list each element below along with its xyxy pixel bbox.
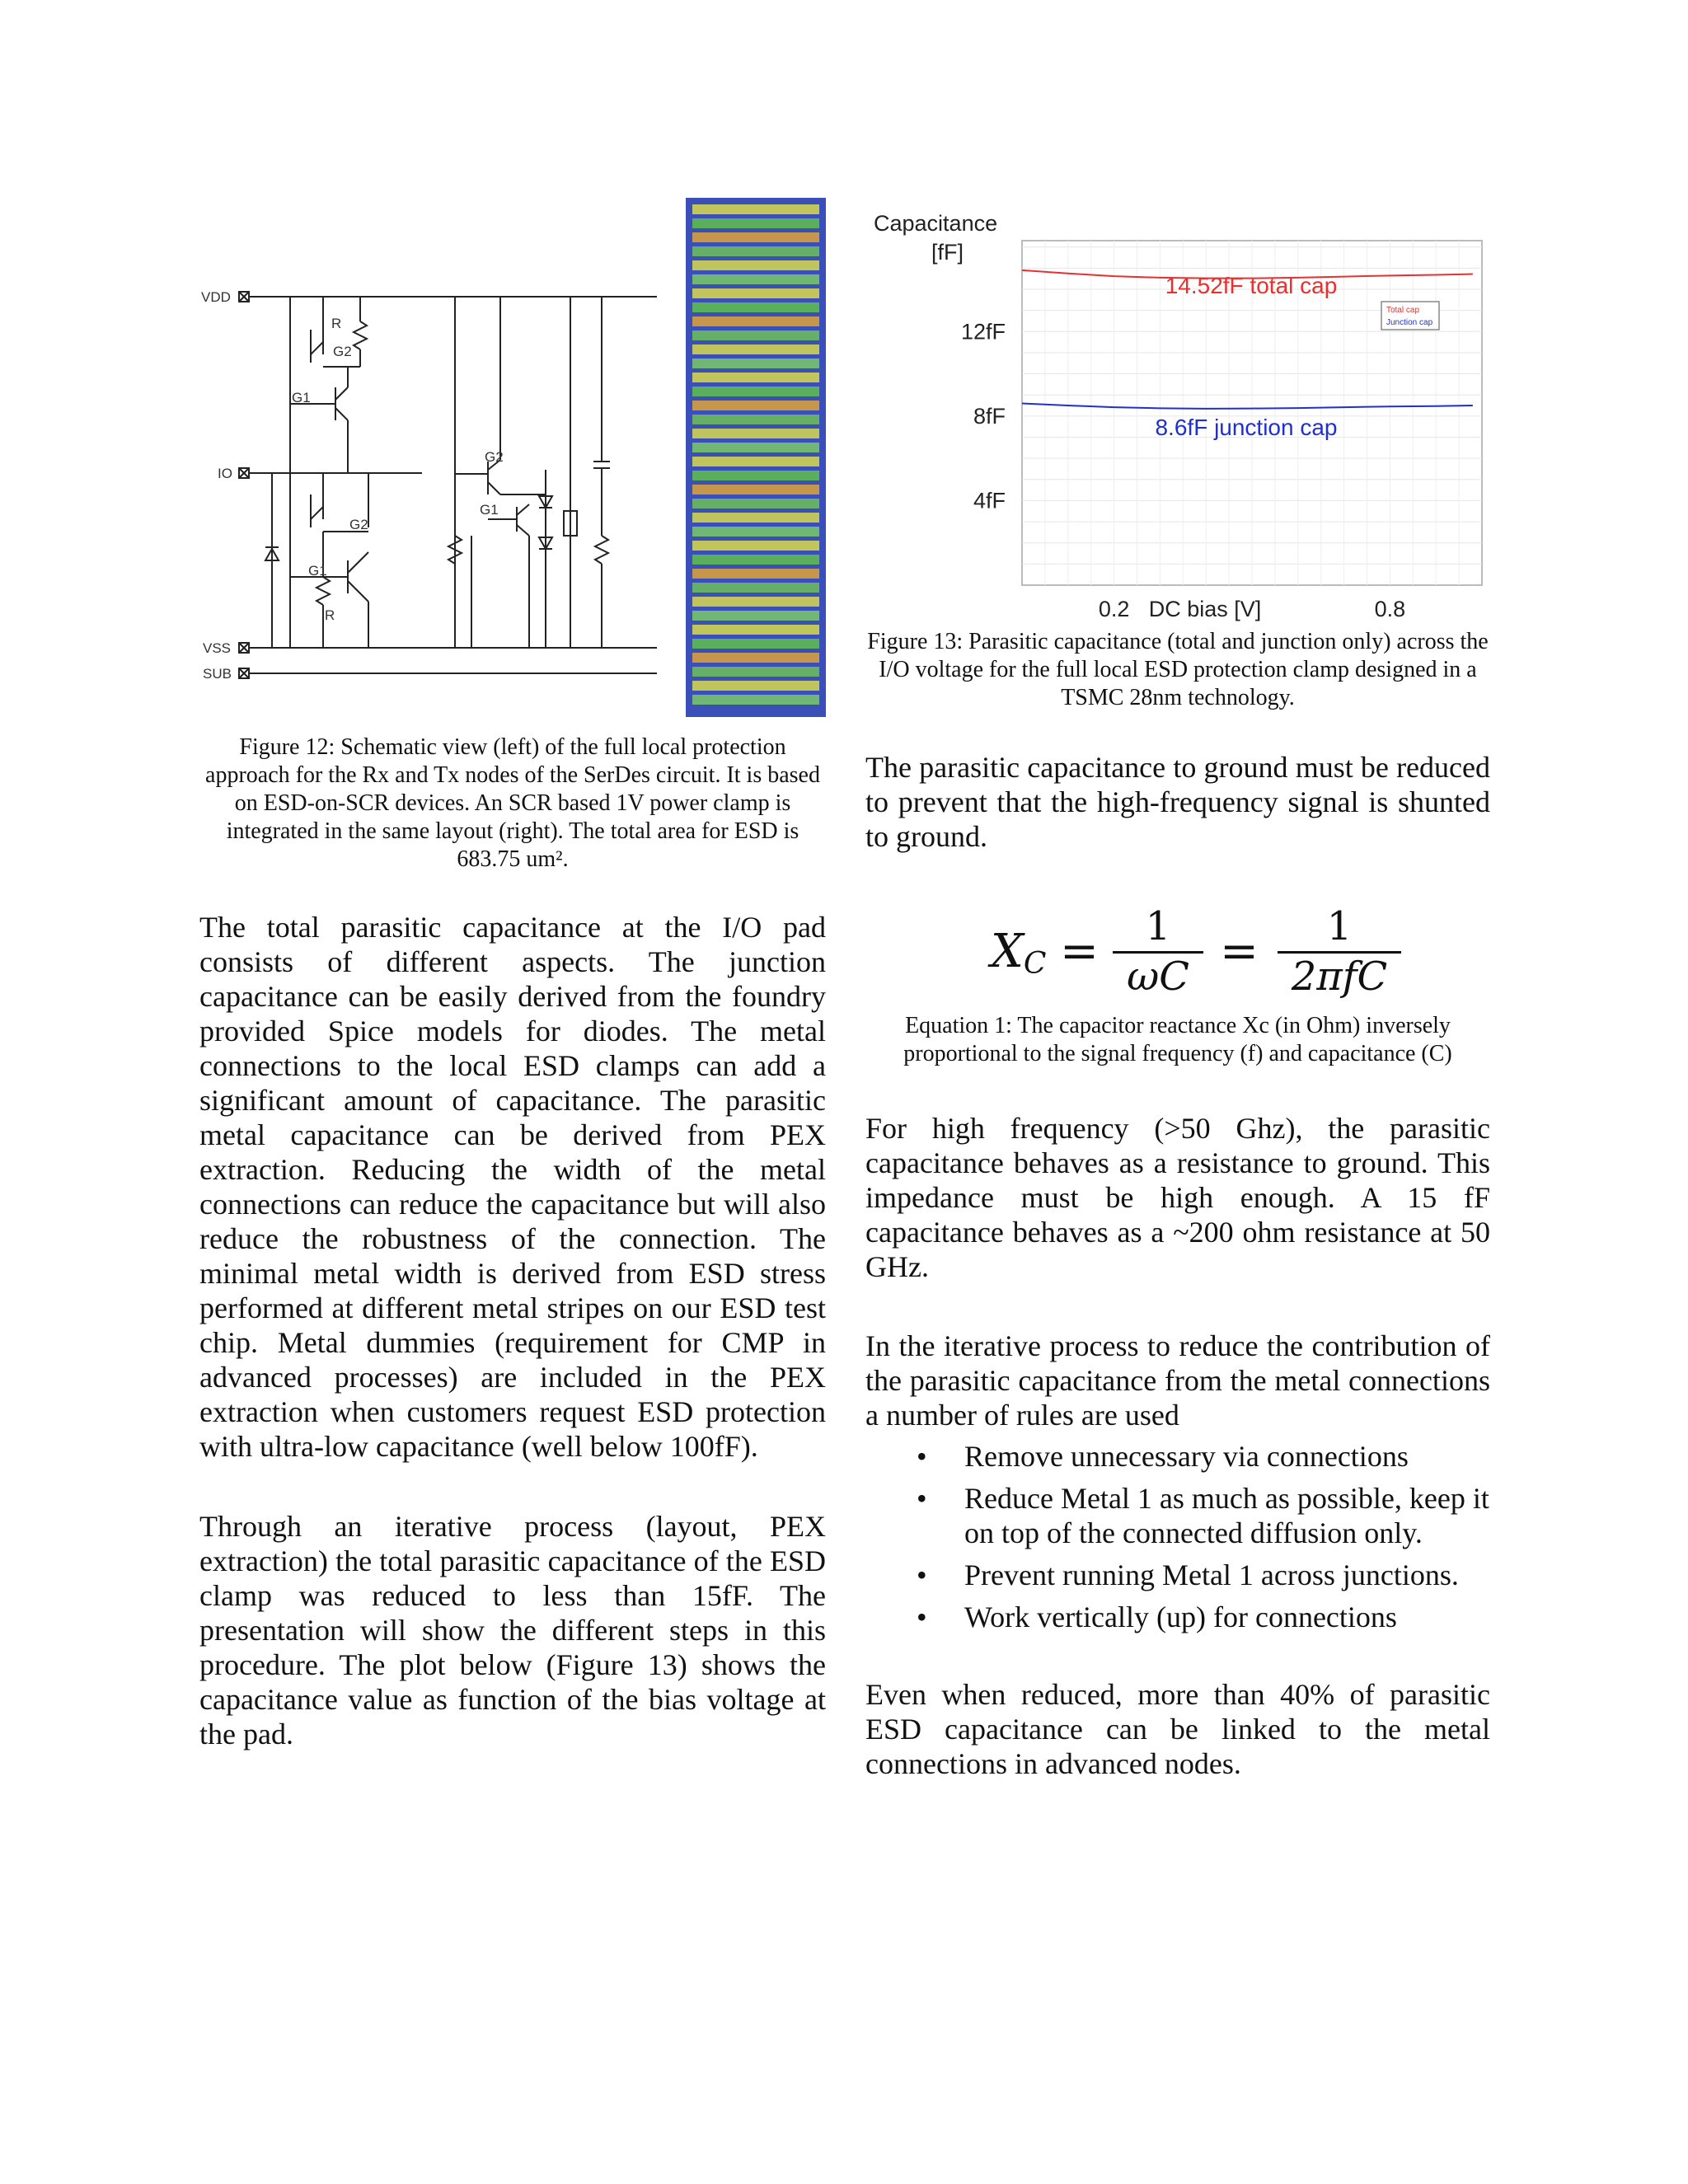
layout-stripe <box>692 246 819 256</box>
equation-den-1: ωC <box>1127 954 1189 1000</box>
equation-den-2: 2πfC <box>1291 954 1388 1000</box>
list-item-text: Work vertically (up) for connections <box>964 1601 1397 1633</box>
capacitance-chart <box>865 198 1490 635</box>
layout-stripe <box>692 695 819 705</box>
layout-stripe <box>692 260 819 270</box>
r-label-bottom: R <box>325 607 335 623</box>
layout-stripe <box>692 316 819 326</box>
layout-stripe <box>692 569 819 579</box>
g1-label-clamp: G1 <box>480 502 499 518</box>
figure-13-caption: Figure 13: Parasitic capacitance (total and junction only) across the I/O voltage for the full local ESD protection clamp designed in a TSMC 28nm technology. <box>867 629 1489 710</box>
bullet-icon: • <box>917 1558 927 1591</box>
layout-stripe <box>692 583 819 593</box>
layout-stripe <box>692 429 819 438</box>
layout-stripe <box>692 555 819 565</box>
y-tick-label: 12fF <box>960 319 1006 344</box>
list-item <box>865 1558 1490 1592</box>
list-item <box>865 1600 1490 1634</box>
g1-label-bottom: G1 <box>308 563 327 579</box>
layout-stripe <box>692 667 819 677</box>
layout-stripe <box>692 485 819 494</box>
layout-stripe <box>692 639 819 649</box>
layout-stripe <box>692 373 819 382</box>
total-cap-annotation: 14.52fF total cap <box>1165 273 1338 298</box>
layout-stripe <box>692 274 819 284</box>
schematic-diagram <box>199 198 678 725</box>
equation-lhs: X <box>991 925 1024 978</box>
list-item <box>865 1439 1490 1474</box>
vdd-label: VDD <box>201 289 231 305</box>
chart-legend <box>1381 302 1439 330</box>
g2-label-top: G2 <box>333 344 352 359</box>
layout-stripe <box>692 302 819 312</box>
layout-stripe <box>692 611 819 621</box>
equation-1 <box>865 903 1490 1000</box>
x-tick-label: 0.8 <box>1374 597 1406 621</box>
y-tick-label: 4fF <box>973 488 1006 513</box>
layout-stripe <box>692 681 819 691</box>
layout-stripe <box>692 527 819 537</box>
equation-lhs-sub: C <box>1023 947 1047 981</box>
list-item-text: Prevent running Metal 1 across junctions. <box>964 1558 1459 1591</box>
equals-sign-1: = <box>1060 925 1099 978</box>
g1-label-top: G1 <box>292 390 311 405</box>
figure-12-caption: Figure 12: Schematic view (left) of the full local protection approach for the Rx and Tx nodes of the SerDes circuit. It is based on ESD-on-SCR devices. An SCR based 1V power clamp is integrated in the same layout (right). The total area for ESD is 683.75 um². <box>205 734 820 872</box>
figure-12 <box>199 198 826 725</box>
layout-stripe <box>692 344 819 354</box>
right-paragraph-3: In the iterative process to reduce the contribution of the parasitic capacitance from the metal connections a number of rules are used <box>865 1329 1490 1432</box>
layout-stripe <box>692 288 819 298</box>
io-label: IO <box>218 466 232 481</box>
layout-stripe <box>692 401 819 410</box>
bullet-icon: • <box>917 1482 927 1515</box>
y-axis-label-line1: Capacitance <box>874 211 998 236</box>
x-tick-label: 0.2 <box>1098 597 1130 621</box>
list-item-text: Remove unnecessary via connections <box>964 1440 1409 1473</box>
legend-junction-cap: Junction cap <box>1386 318 1433 327</box>
layout-stripe <box>692 513 819 523</box>
layout-stripe <box>692 457 819 466</box>
right-paragraph-1: The parasitic capacitance to ground must be reduced to prevent that the high-frequency signal is shunted to ground. <box>865 751 1490 853</box>
layout-stripe <box>692 359 819 368</box>
layout-stripe <box>692 653 819 663</box>
g2-label-bottom: G2 <box>349 517 368 532</box>
right-column <box>865 198 1490 1781</box>
right-paragraph-2: For high frequency (>50 Ghz), the parasitic capacitance behaves as a resistance to ground. This impedance must be high enough. A 15 fF capacitance behaves as a ~200 ohm resistance at 50 GHz. <box>865 1112 1490 1283</box>
left-paragraph-1: The total parasitic capacitance at the I/O pad consists of different aspects. The junction capacitance can be easily derived from the foundry provided Spice models for diodes. The metal connections to the local ESD clamps can add a significant amount of capacitance. The parasitic metal capacitance can be derived from PEX extraction. Reducing the width of the metal connections can reduce the capacitance but will also reduce the robustness of the connection. The minimal metal width is derived from ESD stress performed at different metal stripes on our ESD test chip. Metal dummies (requirement for CMP in advanced processes) are included in the PEX extraction when customers request ESD protection with ultra-low capacitance (well below 100fF). <box>199 911 826 1463</box>
layout-stripe <box>692 443 819 452</box>
layout-stripe <box>692 415 819 424</box>
sub-label: SUB <box>203 666 232 682</box>
equation-num-2: 1 <box>1326 903 1353 949</box>
figure-13 <box>865 198 1490 635</box>
list-item <box>865 1481 1490 1550</box>
layout-stripe <box>692 499 819 509</box>
rules-list <box>865 1439 1490 1634</box>
equals-sign-2: = <box>1220 925 1259 978</box>
y-tick-label: 8fF <box>973 403 1006 429</box>
equation-num-1: 1 <box>1145 903 1171 949</box>
legend-total-cap: Total cap <box>1386 306 1420 315</box>
x-axis-label: DC bias [V] <box>1148 597 1262 621</box>
layout-stripe <box>692 387 819 396</box>
layout-image <box>686 198 826 717</box>
y-axis-label-line2: [fF] <box>931 240 964 265</box>
g2-label-clamp: G2 <box>485 449 504 465</box>
equation-1-caption: Equation 1: The capacitor reactance Xc (in Ohm) inversely proportional to the signal frequency (f) and capacitance (C) <box>903 1013 1452 1066</box>
layout-stripe <box>692 541 819 551</box>
left-column <box>199 198 826 1751</box>
left-paragraph-2: Through an iterative process (layout, PEX extraction) the total parasitic capacitance of the ESD clamp was reduced to less than 15fF. The presentation will show the different steps in this procedure. The plot below (Figure 13) shows the capacitance value as function of the bias voltage at the pad. <box>199 1510 826 1750</box>
bullet-icon: • <box>917 1440 927 1473</box>
r-label-top: R <box>331 316 342 331</box>
layout-stripe <box>692 625 819 635</box>
vss-label: VSS <box>203 640 232 656</box>
layout-stripe <box>692 597 819 607</box>
layout-stripe <box>692 204 819 214</box>
layout-stripe <box>692 471 819 480</box>
right-paragraph-4: Even when reduced, more than 40% of parasitic ESD capacitance can be linked to the metal connections in advanced nodes. <box>865 1678 1490 1780</box>
layout-stripe <box>692 232 819 242</box>
junction-cap-annotation: 8.6fF junction cap <box>1155 415 1338 440</box>
layout-stripe <box>692 330 819 340</box>
layout-stripe <box>692 218 819 228</box>
list-item-text: Reduce Metal 1 as much as possible, keep it on top of the connected diffusion only. <box>964 1482 1489 1549</box>
bullet-icon: • <box>917 1601 927 1633</box>
